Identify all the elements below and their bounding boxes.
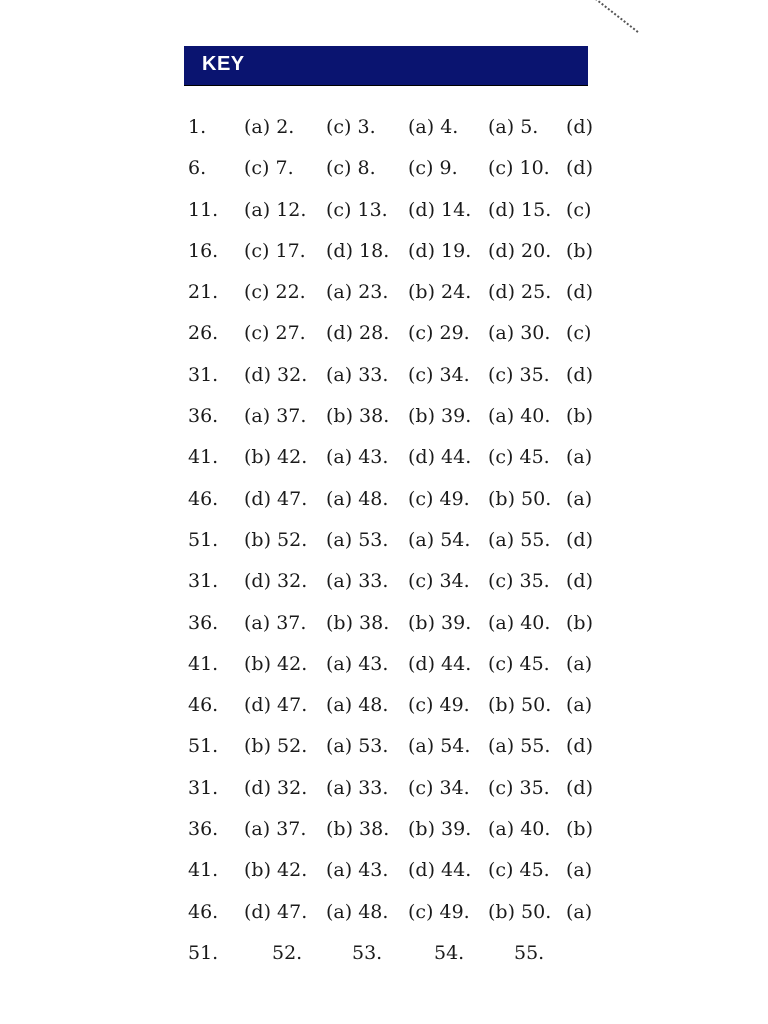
answer-cell: (a) [566, 446, 593, 469]
answer-row [188, 814, 598, 855]
answer-cell: (c) 9. [408, 157, 458, 180]
answer-cell: (a) 4. [408, 116, 459, 138]
answer-cell: (d) [566, 528, 593, 551]
answer-cell: (d) 20. [488, 239, 552, 262]
answer-cell: (c) 13. [326, 198, 388, 221]
answer-cell: (d) [566, 776, 593, 799]
answer-cell: (a) 53. [326, 528, 389, 551]
answer-cell: (d) 44. [408, 446, 472, 469]
answer-cell: (a) 40. [488, 611, 551, 634]
answer-cell: (b) 38. [326, 818, 390, 841]
answer-cell: (a) 43. [326, 446, 389, 469]
answer-row [188, 731, 598, 772]
answer-cell: 1. [188, 116, 207, 138]
answer-row [188, 773, 598, 814]
answer-cell: (a) [566, 487, 593, 510]
answer-row [188, 938, 598, 979]
answer-cell: (a) 33. [326, 570, 389, 593]
answer-cell: 46. [188, 487, 219, 510]
answer-cell: (a) 33. [326, 363, 389, 386]
answer-cell: (b) 42. [244, 859, 308, 882]
answer-cell: (a) 55. [488, 735, 551, 758]
answer-cell: 16. [188, 239, 219, 262]
answer-cell: (a) 30. [488, 322, 551, 345]
answer-row [188, 442, 598, 483]
answer-row [188, 360, 598, 401]
answer-cell: (d) [566, 116, 593, 138]
answer-cell: (c) 34. [408, 363, 470, 386]
answer-cell: (d) 47. [244, 694, 308, 717]
answer-row [188, 525, 598, 566]
answer-cell: (b) 39. [408, 818, 472, 841]
answer-cell: 31. [188, 776, 219, 799]
answer-cell: (d) 32. [244, 570, 308, 593]
answer-cell: (b) 38. [326, 611, 390, 634]
answer-cell: (a) 12. [244, 198, 307, 221]
answer-cell: (d) 28. [326, 322, 390, 345]
answer-cell: (c) 8. [326, 157, 376, 180]
answer-cell: (d) 25. [488, 281, 552, 304]
answer-cell: (c) 35. [488, 776, 550, 799]
answer-row [188, 855, 598, 896]
answer-row [188, 277, 598, 318]
answer-cell: (b) 42. [244, 652, 308, 675]
answer-cell: (b) 50. [488, 900, 552, 923]
answer-row [188, 112, 598, 153]
answer-cell: 41. [188, 446, 219, 469]
answer-cell: (d) 47. [244, 900, 308, 923]
answer-cell: (a) 37. [244, 818, 307, 841]
answer-cell: (c) 22. [244, 281, 306, 304]
answer-cell: (d) 44. [408, 652, 472, 675]
answer-cell: (d) [566, 157, 593, 180]
answer-cell: 41. [188, 859, 219, 882]
answer-row [188, 649, 598, 690]
answer-cell: 46. [188, 900, 219, 923]
answer-cell: (c) 49. [408, 694, 470, 717]
answer-cell: 51. [188, 528, 219, 551]
answer-cell: (c) 35. [488, 363, 550, 386]
answer-cell: 31. [188, 570, 219, 593]
answer-cell: 36. [188, 611, 219, 634]
answer-cell: 36. [188, 405, 219, 428]
answer-cell: 55. [514, 941, 545, 964]
answer-cell: (d) 32. [244, 776, 308, 799]
answer-cell: (c) 45. [488, 652, 550, 675]
key-banner [184, 46, 588, 86]
answer-row [188, 608, 598, 649]
answer-cell: (a) 53. [326, 735, 389, 758]
answer-row [188, 484, 598, 525]
answer-key-grid [188, 112, 598, 979]
answer-cell: (c) 3. [326, 116, 376, 138]
answer-cell: (d) 44. [408, 859, 472, 882]
answer-cell: (d) [566, 570, 593, 593]
answer-cell: 31. [188, 363, 219, 386]
answer-cell: (b) 38. [326, 405, 390, 428]
answer-cell: (c) 27. [244, 322, 306, 345]
answer-row [188, 897, 598, 938]
answer-cell: (b) [566, 239, 593, 262]
answer-cell: (c) 49. [408, 900, 470, 923]
answer-cell: (a) 2. [244, 116, 295, 138]
answer-cell: 6. [188, 157, 207, 180]
answer-cell: (d) [566, 363, 593, 386]
answer-cell: 53. [352, 941, 383, 964]
answer-cell: (a) 43. [326, 652, 389, 675]
answer-cell: (d) 18. [326, 239, 390, 262]
answer-cell: (a) 48. [326, 900, 389, 923]
answer-cell: (a) 43. [326, 859, 389, 882]
answer-cell: (a) 48. [326, 694, 389, 717]
answer-cell: (b) 52. [244, 528, 308, 551]
answer-cell: (b) 50. [488, 694, 552, 717]
answer-cell: (c) 49. [408, 487, 470, 510]
answer-cell: (b) 39. [408, 611, 472, 634]
answer-cell: (d) 19. [408, 239, 472, 262]
answer-cell: 54. [434, 941, 465, 964]
answer-cell: (d) [566, 281, 593, 304]
answer-cell: (a) 23. [326, 281, 389, 304]
answer-cell: (d) 47. [244, 487, 308, 510]
answer-cell: (c) 45. [488, 446, 550, 469]
key-title: KEY [202, 53, 245, 75]
corner-dotted-line [595, 0, 639, 33]
answer-cell: (b) 24. [408, 281, 472, 304]
answer-cell: (d) [566, 735, 593, 758]
answer-cell: (a) [566, 694, 593, 717]
answer-cell: (c) 34. [408, 570, 470, 593]
answer-cell: (c) 45. [488, 859, 550, 882]
answer-cell: 51. [188, 735, 219, 758]
answer-cell: (c) 29. [408, 322, 470, 345]
answer-row [188, 195, 598, 236]
answer-cell: (a) [566, 859, 593, 882]
answer-cell: (c) 7. [244, 157, 294, 180]
answer-cell: (a) 55. [488, 528, 551, 551]
answer-cell: (c) [566, 198, 592, 221]
answer-cell: 11. [188, 198, 219, 221]
answer-cell: (b) 50. [488, 487, 552, 510]
answer-row [188, 153, 598, 194]
answer-cell: (c) 17. [244, 239, 306, 262]
answer-cell: (c) 10. [488, 157, 550, 180]
answer-cell: (d) 14. [408, 198, 472, 221]
answer-cell: (a) [566, 900, 593, 923]
answer-cell: 52. [272, 941, 303, 964]
answer-cell: (a) 37. [244, 611, 307, 634]
answer-row [188, 236, 598, 277]
answer-cell: (a) 54. [408, 735, 471, 758]
answer-cell: (b) [566, 818, 593, 841]
answer-row [188, 690, 598, 731]
answer-cell: (c) [566, 322, 592, 345]
answer-cell: (a) 37. [244, 405, 307, 428]
answer-cell: (a) 5. [488, 116, 539, 138]
answer-cell: 46. [188, 694, 219, 717]
answer-cell: 41. [188, 652, 219, 675]
answer-cell: (a) 33. [326, 776, 389, 799]
answer-cell: (a) 48. [326, 487, 389, 510]
answer-cell: (a) 40. [488, 405, 551, 428]
answer-cell: (d) 15. [488, 198, 552, 221]
answer-row [188, 566, 598, 607]
answer-cell: 26. [188, 322, 219, 345]
answer-cell: 51. [188, 941, 219, 964]
answer-cell: (b) [566, 611, 593, 634]
answer-row [188, 318, 598, 359]
answer-cell: (d) 32. [244, 363, 308, 386]
answer-cell: (b) 52. [244, 735, 308, 758]
answer-cell: (b) 39. [408, 405, 472, 428]
answer-cell: 21. [188, 281, 219, 304]
answer-row [188, 401, 598, 442]
answer-cell: (a) 54. [408, 528, 471, 551]
answer-cell: 36. [188, 818, 219, 841]
answer-cell: (a) [566, 652, 593, 675]
answer-cell: (b) [566, 405, 593, 428]
answer-cell: (c) 34. [408, 776, 470, 799]
answer-cell: (c) 35. [488, 570, 550, 593]
answer-cell: (a) 40. [488, 818, 551, 841]
answer-cell: (b) 42. [244, 446, 308, 469]
